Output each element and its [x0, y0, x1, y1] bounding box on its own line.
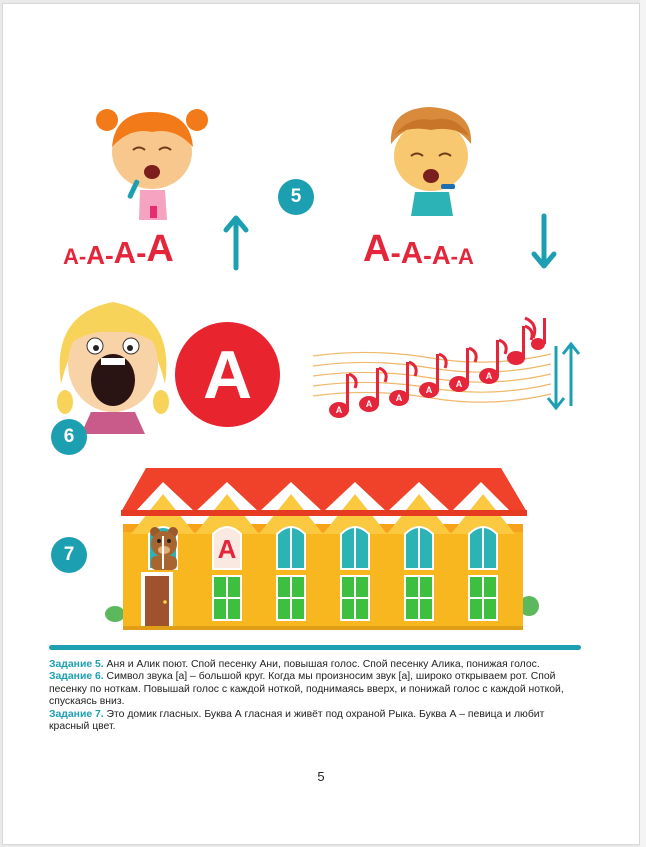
- chant-dash: -: [78, 244, 87, 269]
- sound-a-big-circle: А: [175, 322, 280, 427]
- chant-letter: А: [363, 228, 391, 270]
- task-label: Задание 6.: [49, 671, 104, 683]
- chant-dash: -: [450, 244, 458, 269]
- chant-rising: [63, 226, 174, 268]
- note-letter: А: [365, 399, 373, 409]
- chant-letter: А: [146, 228, 174, 270]
- chant-letter: А: [86, 240, 105, 270]
- music-note-icon: [419, 354, 446, 398]
- chant-falling: [363, 226, 474, 268]
- chant-letter: А: [457, 244, 474, 269]
- anya-singing-illustration: [95, 102, 210, 227]
- task-7-instruction: [49, 709, 587, 734]
- girl-open-mouth-illustration: [51, 294, 176, 434]
- workbook-page: [2, 3, 640, 845]
- task-text: Это домик гласных. Буква А гласная и живёт под охраной Рыка. Буква А – певица и любит красный цвет.: [49, 708, 545, 733]
- task-7-badge: 7: [51, 537, 87, 573]
- note-letter: А: [425, 385, 433, 395]
- task-label: Задание 7.: [49, 708, 104, 720]
- music-note-icon: [359, 368, 386, 412]
- section-divider: [49, 645, 581, 650]
- arrow-up-icon: [223, 214, 249, 270]
- chant-letter: А: [431, 240, 451, 270]
- chant-dash: -: [423, 240, 432, 270]
- vowel-house-illustration: [101, 464, 541, 634]
- chant-dash: -: [136, 235, 147, 270]
- task-text: Аня и Алик поют. Спой песенку Ани, повышая голос. Спой песенку Алика, понижая голос.: [103, 659, 540, 670]
- music-staff-notes: [311, 314, 556, 424]
- note-letter: А: [485, 371, 493, 381]
- music-note-icon: [449, 348, 476, 392]
- page-edge-shadow: [640, 0, 646, 847]
- chant-dash: -: [390, 235, 401, 270]
- chant-letter: А: [63, 244, 79, 269]
- chant-dash: -: [105, 240, 114, 270]
- note-letter: А: [455, 379, 463, 389]
- arrow-up-down-icon: [545, 340, 581, 412]
- task-instructions: [49, 659, 587, 733]
- task-label: Задание 5.: [49, 659, 104, 670]
- note-letter: А: [335, 405, 343, 415]
- task-5-badge: 5: [278, 179, 314, 215]
- task-5-instruction: [49, 659, 587, 671]
- task-6-badge: 6: [51, 419, 87, 455]
- note-letter: А: [395, 393, 403, 403]
- chant-letter: А: [113, 235, 137, 270]
- chant-letter: А: [400, 235, 424, 270]
- alik-singing-illustration: [381, 104, 481, 224]
- page-number: 5: [317, 769, 325, 784]
- task-6-instruction: [49, 671, 587, 708]
- music-note-icon: [507, 318, 546, 365]
- task-text: Символ звука [а] – большой круг. Когда мы произносим звук [а], широко открываем рот. Спой песенку по ноткам. Повышай голос с каждой ноткой, поднимаясь вверх, и понижай голос с каждой ноткой, спускаясь вниз.: [49, 671, 564, 708]
- house-window-letter: А: [217, 534, 237, 564]
- arrow-down-icon: [531, 214, 557, 270]
- music-note-icon: [329, 374, 356, 418]
